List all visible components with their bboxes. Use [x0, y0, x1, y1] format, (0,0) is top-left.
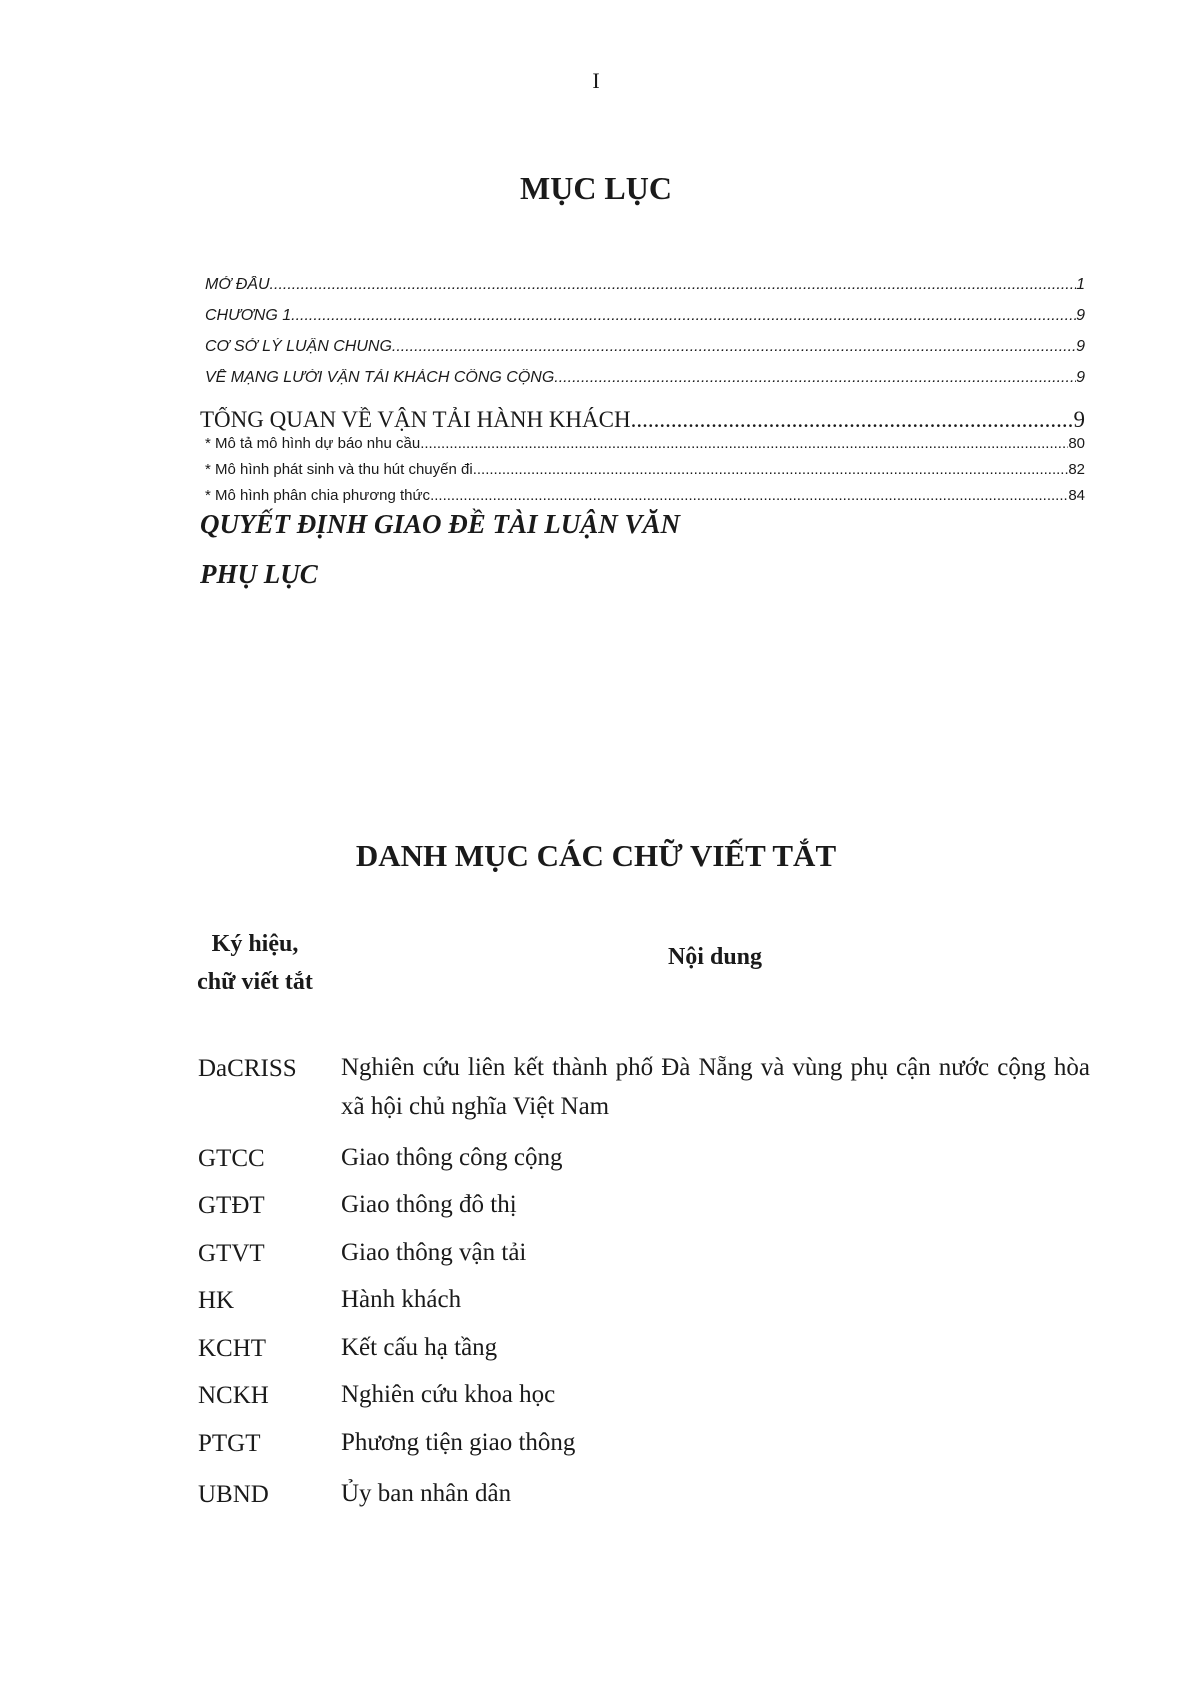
toc-extra-decision[interactable]: QUYẾT ĐỊNH GIAO ĐỀ TÀI LUẬN VĂN [200, 509, 681, 539]
abbreviation-term: GTĐT [198, 1192, 265, 1219]
toc-entry-label: TỔNG QUAN VỀ VẬN TẢI HÀNH KHÁCH [200, 407, 631, 432]
abbreviations-title: DANH MỤC CÁC CHỮ VIẾT TẮT [355, 838, 837, 873]
toc-entry-page: 84 [1068, 487, 1085, 504]
abbreviation-term: GTVT [198, 1240, 265, 1267]
abbreviation-term: UBND [198, 1481, 269, 1508]
header-symbol-line1: Ký hiệu, [211, 931, 299, 957]
abbreviation-term: DaCRISS [198, 1055, 297, 1082]
toc-leader [554, 369, 1076, 387]
page-number: I [592, 68, 600, 93]
abbreviation-meaning: Hành khách [341, 1286, 462, 1313]
abbreviation-meaning: Giao thông vận tải [341, 1239, 527, 1266]
toc-entry[interactable] [205, 276, 1085, 294]
toc-entry-page: 9 [1076, 338, 1085, 355]
toc-extra-appendix[interactable]: PHỤ LỤC [200, 559, 318, 589]
toc-entry[interactable] [205, 369, 1085, 387]
toc-entry-label: MỞ ĐẦU [205, 276, 270, 293]
abbreviation-term: GTCC [198, 1145, 265, 1172]
toc-entry-page: 1 [1076, 276, 1085, 293]
toc-entry-label: VỀ MẠNG LƯỚI VẬN TẢI KHÁCH CÔNG CỘNG [205, 369, 555, 386]
header-content: Nội dung [667, 944, 763, 970]
toc-entry[interactable] [205, 461, 1085, 478]
toc-leader [420, 435, 1068, 452]
abbreviation-term: NCKH [198, 1382, 269, 1409]
toc-leader [473, 461, 1069, 478]
abbreviation-meaning: Kết cấu hạ tầng [341, 1334, 498, 1361]
toc-entry-label: * Mô hình phát sinh và thu hút chuyến đi [205, 461, 473, 478]
abbreviation-term: PTGT [198, 1430, 261, 1457]
abbreviation-meaning: Nghiên cứu liên kết thành phố Đà Nẵng và vùng phụ cận nước cộng hòa xã hội chủ nghĩa Việt Nam [341, 1054, 1090, 1120]
abbreviation-term: HK [198, 1287, 235, 1314]
toc-entry-page: 9 [1076, 369, 1085, 386]
toc-entry-page: 9 [1073, 407, 1085, 432]
toc-entry-label: * Mô tả mô hình dự báo nhu cầu [205, 435, 421, 452]
toc-entry-label: CƠ SỞ LÝ LUẬN CHUNG [205, 338, 392, 355]
toc-entry[interactable] [205, 487, 1085, 504]
toc-entry[interactable] [205, 435, 1085, 452]
abbreviation-meaning: Giao thông đô thị [341, 1191, 517, 1218]
toc-entry[interactable] [205, 338, 1085, 356]
abbreviation-meaning: Giao thông công cộng [341, 1144, 563, 1171]
abbreviation-meaning: Ủy ban nhân dân [341, 1480, 512, 1507]
toc-entry-label: * Mô hình phân chia phương thức [205, 487, 431, 504]
abbreviation-term: KCHT [198, 1335, 267, 1362]
toc-title: MỤC LỤC [520, 170, 672, 206]
toc-leader [631, 407, 1074, 433]
abbreviation-meaning: Phương tiện giao thông [341, 1429, 576, 1456]
toc-entry-page: 9 [1076, 307, 1085, 324]
toc-leader [392, 338, 1076, 356]
abbreviation-meaning: Nghiên cứu khoa học [341, 1381, 556, 1408]
toc-entry[interactable] [200, 407, 1085, 433]
abbreviation-row [198, 1055, 1090, 1135]
toc-entry[interactable] [205, 307, 1085, 325]
toc-leader [291, 307, 1076, 325]
toc-entry-page: 82 [1068, 461, 1085, 478]
toc-leader [270, 276, 1077, 294]
header-symbol-line2: chữ viết tắt [197, 969, 313, 995]
toc-leader [430, 487, 1068, 504]
toc-entry-label: CHƯƠNG 1 [205, 307, 292, 324]
toc-entry-page: 80 [1068, 435, 1085, 452]
header-symbol [180, 925, 330, 1001]
